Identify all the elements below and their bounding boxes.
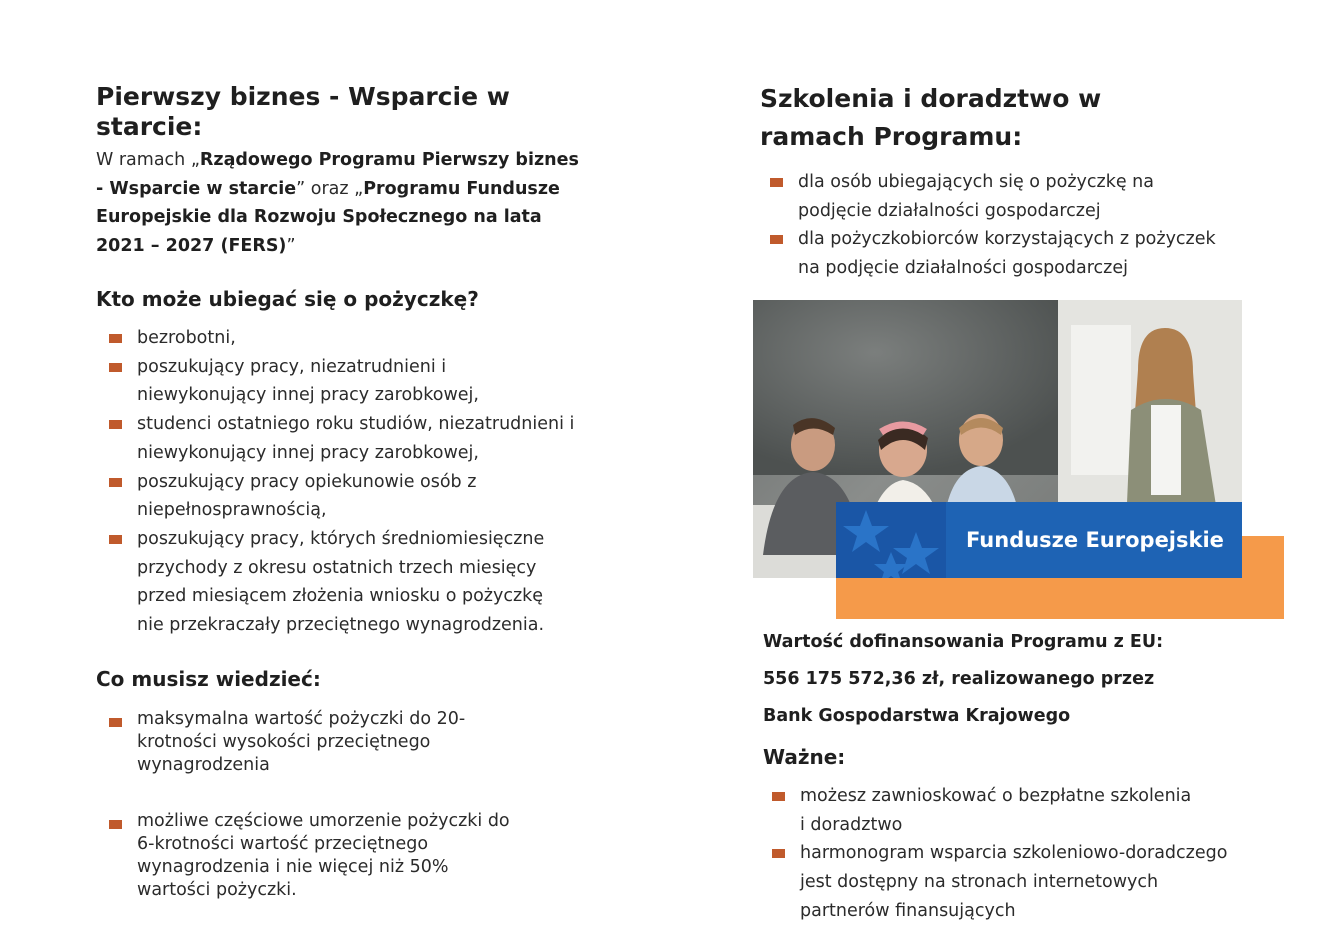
know-list — [109, 708, 529, 902]
list-item: poszukujący pracy, niezatrudnieni i niewykonujący innej pracy zarobkowej, — [109, 353, 579, 410]
left-title: Pierwszy biznes - Wsparcie w starcie: — [96, 82, 510, 141]
who-heading: Kto może ubiegać się o pożyczkę? — [96, 287, 479, 311]
list-item: bezrobotni, — [109, 324, 579, 353]
list-item: harmonogram wsparcia szkoleniowo-doradczego jest dostępny na stronach internetowych partnerów finansujących — [772, 839, 1250, 925]
eu-stars-icon — [836, 502, 946, 578]
who-list — [109, 324, 579, 640]
funding-line-1: Wartość dofinansowania Programu z EU: — [763, 632, 1164, 652]
intro-mid: ” oraz „ — [296, 178, 364, 199]
important-heading: Ważne: — [763, 745, 846, 769]
left-column — [96, 82, 586, 902]
classroom-photo — [753, 300, 1242, 578]
list-item: możliwe częściowe umorzenie pożyczki do 6-krotności wartość przeciętnego wynagrodzenia i nie więcej niż 50% wartości pożyczki. — [109, 810, 527, 902]
banner-label: Fundusze Europejskie — [966, 528, 1224, 552]
intro-program-2: Programu Fundusze Europejskie dla Rozwoju Społecznego na lata 2021 – 2027 (FERS) — [96, 178, 560, 256]
intro-post: ” — [286, 235, 296, 256]
know-heading: Co musisz wiedzieć: — [96, 666, 321, 691]
intro-paragraph — [96, 146, 581, 260]
intro-program-1: Rządowego Programu Pierwszy biznes - Wsparcie w starcie — [96, 150, 579, 199]
list-item: poszukujący pracy, których średniomiesięczne przychody z okresu ostatnich trzech miesięcy przed miesiącem złożenia wniosku o pożyczkę nie przekraczały przeciętnego wynagrodzenia. — [109, 525, 562, 640]
funding-line-3: Bank Gospodarstwa Krajowego — [763, 706, 1071, 726]
list-item: maksymalna wartość pożyczki do 20-krotności wysokości przeciętnego wynagrodzenia — [109, 708, 467, 777]
important-list — [772, 782, 1242, 926]
training-list — [770, 168, 1230, 283]
intro-pre: W ramach „ — [96, 150, 200, 170]
list-item: dla osób ubiegających się o pożyczkę na podjęcie działalności gospodarczej — [770, 168, 1168, 225]
list-item: poszukujący pracy opiekunowie osób z niepełnosprawnością, — [109, 468, 579, 525]
funding-section — [763, 628, 1283, 926]
right-column — [760, 80, 1280, 283]
funding-line-2: 556 175 572,36 zł, realizowanego przez — [763, 669, 1155, 689]
right-title: Szkolenia i doradztwo w ramach Programu: — [760, 84, 1102, 151]
list-item: studenci ostatniego roku studiów, niezatrudnieni i niewykonujący innej pracy zarobkowej, — [109, 410, 579, 467]
list-item: dla pożyczkobiorców korzystających z pożyczek na podjęcie działalności gospodarczej — [770, 225, 1230, 282]
banner-blue-box — [836, 502, 1242, 578]
list-item: możesz zawnioskować o bezpłatne szkolenia i doradztwo — [772, 782, 1200, 839]
